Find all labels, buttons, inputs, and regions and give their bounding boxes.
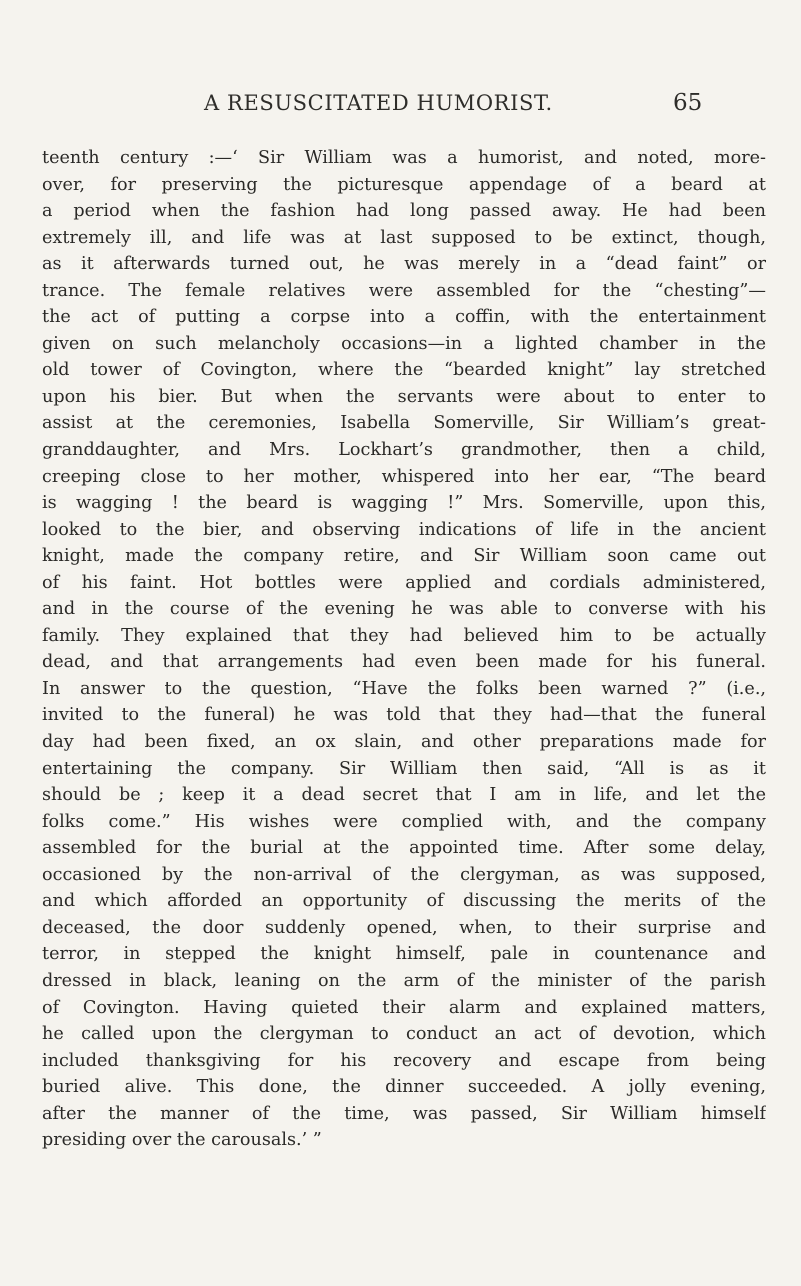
text-line: upon his bier. But when the servants were about to enter to	[42, 386, 766, 407]
text-line: a period when the fashion had long passed away. He had been	[42, 201, 766, 222]
text-line: presiding over the carousals.’ ”	[42, 1130, 322, 1151]
text-line: dead, and that arrangements had even been made for his funeral.	[42, 652, 766, 673]
text-line: granddaughter, and Mrs. Lockhart’s grandmother, then a child,	[42, 440, 766, 461]
text-line: assembled for the burial at the appointed time. After some delay,	[42, 838, 766, 859]
text-line: teenth century :—‘ Sir William was a humorist, and noted, more-	[42, 148, 766, 168]
text-line: day had been fixed, an ox slain, and other preparations made for	[42, 732, 766, 753]
text-line: and which afforded an opportunity of discussing the merits of the	[42, 891, 766, 912]
text-line: given on such melancholy occasions—in a lighted chamber in the	[42, 333, 766, 354]
text-line: is wagging ! the beard is wagging !” Mrs. Somerville, upon this,	[42, 493, 766, 514]
text-line: trance. The female relatives were assembled for the “chesting”—	[42, 280, 766, 301]
text-line: folks come.” His wishes were complied with, and the company	[42, 811, 766, 832]
text-line: he called upon the clergyman to conduct an act of devotion, which	[42, 1024, 766, 1045]
text-line: looked to the bier, and observing indications of life in the ancient	[42, 519, 766, 540]
text-line: as it afterwards turned out, he was merely in a “dead faint” or	[42, 254, 766, 275]
text-line: included thanksgiving for his recovery and escape from being	[42, 1050, 766, 1071]
text-line: terror, in stepped the knight himself, pale in countenance and	[42, 944, 766, 965]
text-line: of Covington. Having quieted their alarm and explained matters,	[42, 997, 766, 1018]
text-line: buried alive. This done, the dinner succeeded. A jolly evening,	[42, 1077, 766, 1098]
text-line: the act of putting a corpse into a coffin, with the entertainment	[42, 307, 766, 328]
text-line: entertaining the company. Sir William then said, “All is as it	[42, 758, 766, 779]
body-paragraph	[42, 145, 766, 1154]
text-line: creeping close to her mother, whispered into her ear, “The beard	[42, 466, 766, 487]
text-line: occasioned by the non-arrival of the clergyman, as was supposed,	[42, 864, 766, 885]
text-line: and in the course of the evening he was able to converse with his	[42, 599, 766, 620]
running-head	[0, 91, 801, 123]
page-number: 65	[673, 90, 703, 116]
text-line: In answer to the question, “Have the folks been warned ?” (i.e.,	[42, 678, 766, 699]
text-line: invited to the funeral) he was told that they had—that the funeral	[42, 705, 766, 726]
text-line: knight, made the company retire, and Sir William soon came out	[42, 546, 766, 567]
text-line: old tower of Covington, where the “bearded knight” lay stretched	[42, 360, 766, 381]
text-line: over, for preserving the picturesque appendage of a beard at	[42, 174, 766, 195]
text-line: after the manner of the time, was passed, Sir William himself	[42, 1103, 766, 1124]
text-line: of his faint. Hot bottles were applied and cordials administered,	[42, 572, 766, 593]
text-line: family. They explained that they had believed him to be actually	[42, 625, 766, 646]
text-line: should be ; keep it a dead secret that I am in life, and let the	[42, 785, 766, 806]
running-title: A RESUSCITATED HUMORIST.	[204, 91, 553, 115]
text-line: extremely ill, and life was at last supposed to be extinct, though,	[42, 227, 766, 248]
text-line: deceased, the door suddenly opened, when, to their surprise and	[42, 917, 766, 938]
text-line: assist at the ceremonies, Isabella Somerville, Sir William’s great-	[42, 413, 766, 434]
text-line: dressed in black, leaning on the arm of the minister of the parish	[42, 970, 766, 991]
